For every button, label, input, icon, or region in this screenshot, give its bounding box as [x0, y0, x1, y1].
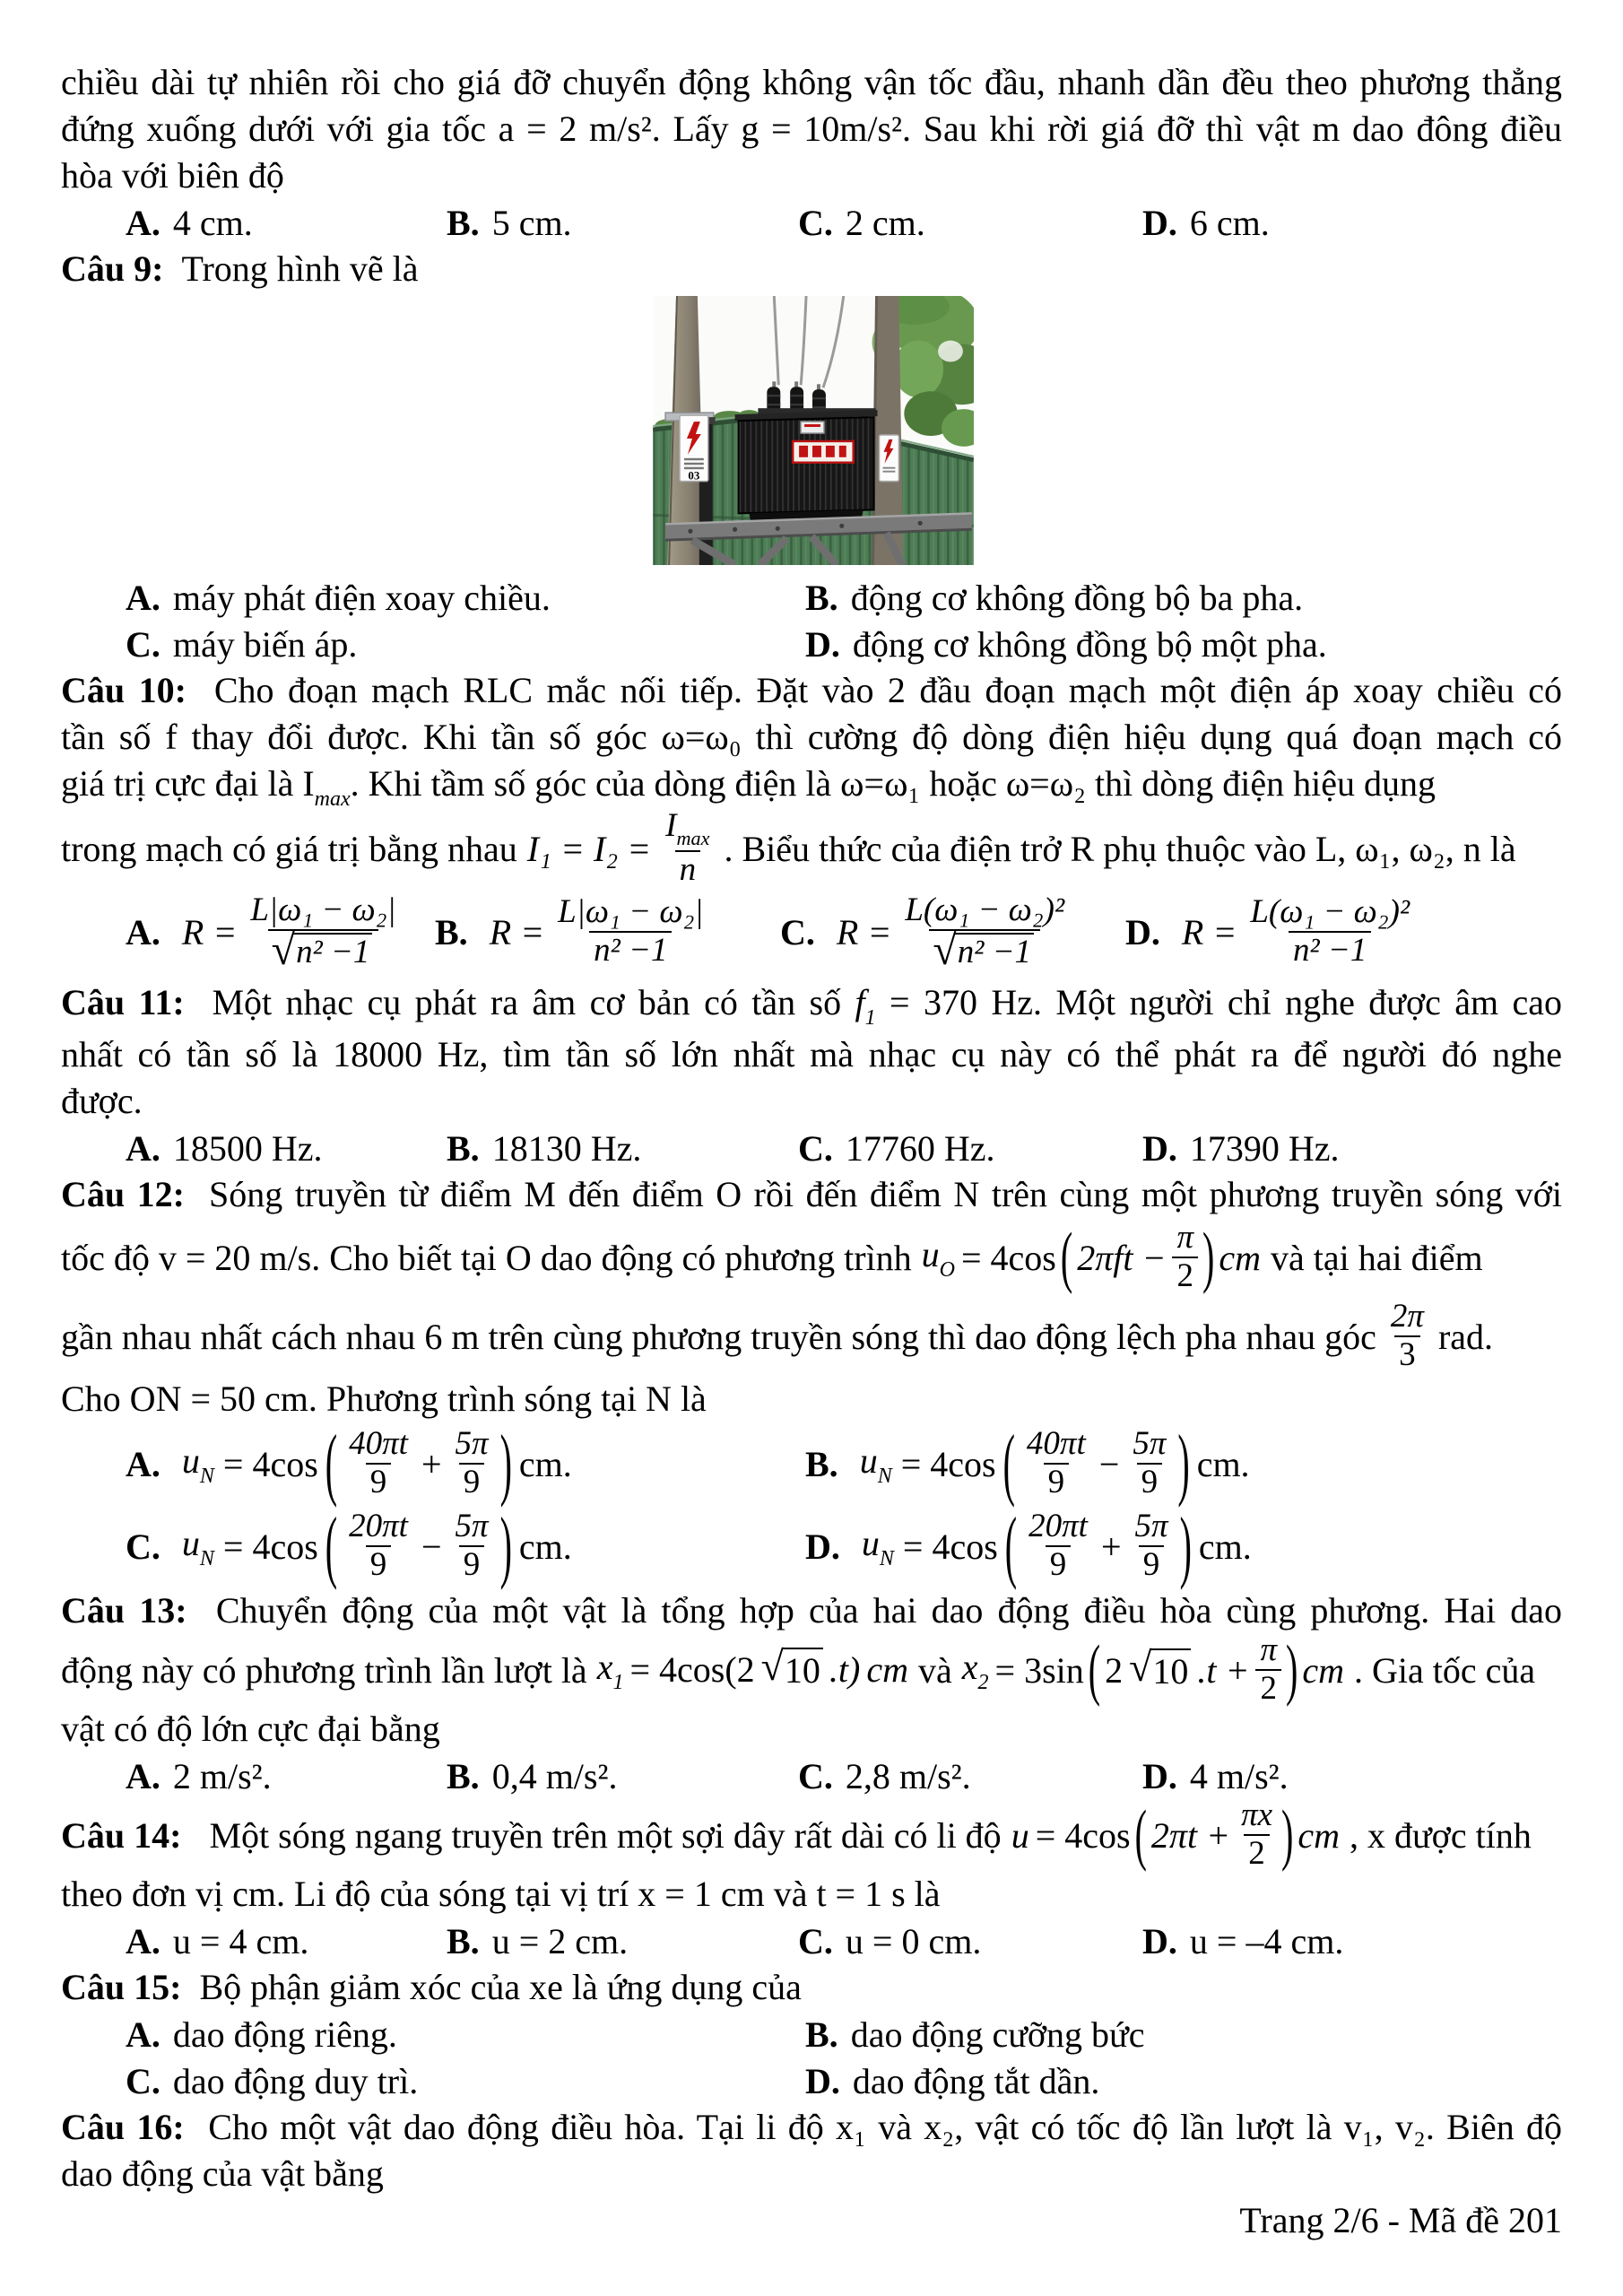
option-letter: B.: [435, 911, 468, 952]
q11-line-2: nhất có tần số là 18000 Hz, tìm tần số lớn nhất mà nhạc cụ này có thể phát ra để người đó nghe: [61, 1034, 1562, 1074]
right-paren: ): [499, 1500, 512, 1591]
lhs: R =: [836, 911, 892, 952]
q14-line-2: theo đơn vị cm. Li độ của sóng tại vị trí x = 1 cm và t = 1 s là: [61, 1874, 941, 1914]
option-a: [126, 1920, 447, 1962]
left-paren: (: [1060, 1218, 1073, 1295]
option-d: [1142, 202, 1562, 244]
option-letter: B.: [805, 2013, 838, 2055]
option-d: [1125, 894, 1562, 969]
option-letter: B.: [447, 1127, 480, 1169]
q10-text-3a: giá trị cực đại là I: [61, 763, 315, 804]
option-a: [126, 577, 805, 619]
option-b: [447, 202, 798, 244]
option-letter: A.: [126, 1755, 161, 1796]
option-letter: A.: [126, 1920, 161, 1961]
option-text: 2 m/s².: [172, 1755, 272, 1796]
transformer-body: [735, 410, 878, 533]
option-letter: D.: [805, 623, 840, 665]
q14-line-1: [61, 1796, 1562, 1873]
option-letter: D.: [805, 2060, 840, 2101]
left-paren: (: [325, 1500, 338, 1591]
q12-text-3b: rad.: [1437, 1316, 1494, 1357]
q13-mid: và: [917, 1649, 952, 1691]
left-paren: (: [1134, 1796, 1147, 1873]
option-text: 18500 Hz.: [172, 1127, 323, 1169]
option-text: dao động cưỡng bức: [850, 2013, 1145, 2055]
option-a: [126, 2013, 805, 2056]
q13-line-2: [61, 1631, 1562, 1708]
right-paren: ): [1281, 1796, 1294, 1873]
option-text: 2 cm.: [845, 202, 925, 243]
left-paren: (: [325, 1417, 338, 1509]
option-text: u = 2 cm.: [491, 1920, 629, 1961]
option-letter: A.: [126, 577, 161, 618]
option-text: u = 0 cm.: [845, 1920, 982, 1961]
option-text: 4 m/s².: [1189, 1755, 1289, 1796]
option-letter: D.: [805, 1526, 840, 1567]
option-text: dao động riêng.: [172, 2013, 397, 2055]
option-text: 17390 Hz.: [1189, 1127, 1340, 1169]
imax-subscript: max: [314, 787, 351, 811]
page-footer: Trang 2/6 - Mã đề 201: [1239, 2200, 1562, 2240]
formula-fraction: L(ω₁ − ω₂)² √ n² −1: [905, 891, 1065, 974]
option-letter: D.: [1142, 1755, 1177, 1796]
option-text: u = 4 cm.: [172, 1920, 309, 1961]
intro-line-1: chiều dài tự nhiên rồi cho giá đỡ chuyển động không vận tốc đầu, nhanh dần đều theo phương thẳng: [61, 62, 1562, 102]
q10-label: Câu 10:: [61, 670, 187, 710]
option-text: 17760 Hz.: [845, 1127, 995, 1169]
option-letter: C.: [798, 1920, 833, 1961]
q13-text-1: Chuyển động của một vật là tổng hợp của hai dao động điều hòa cùng phương. Hai dao: [215, 1590, 1563, 1631]
q15-stem: [61, 1964, 1562, 2011]
q10-line-2: tần số f thay đổi được. Khi tần số góc ω=ω₀ thì cường độ dòng điện hiệu dụng quá đoạn mạch có: [61, 717, 1562, 757]
option-c: [798, 202, 1142, 244]
q14-label: Câu 14:: [61, 1814, 182, 1856]
option-letter: A.: [126, 1443, 161, 1484]
oscillation-x2-formula: $x_2$ = 3sin ( 2 √ 10 .t + $\frac{\pi}{2}$ ) cm: [961, 1631, 1344, 1708]
left-paren: (: [1088, 1631, 1101, 1708]
q15-options-row-2: [61, 2057, 1562, 2104]
right-paren: ): [1177, 1417, 1190, 1509]
q9-options-row-1: [61, 574, 1562, 621]
q13-label: Câu 13:: [61, 1590, 187, 1631]
sign-number: 03: [688, 468, 700, 483]
option-letter: A.: [126, 1127, 161, 1169]
q10-text-4b: . Biểu thức của điện trở R phụ thuộc vào L, ω₁, ω₂, n là: [724, 828, 1516, 869]
option-letter: D.: [1142, 1920, 1177, 1961]
option-letter: D.: [1142, 202, 1177, 243]
option-d: D. $u_N$ = 4cos ( $\frac{20\pi t}{9}$ + $\frac{5\pi}{9}$ ) cm.: [805, 1500, 1252, 1591]
q11-options-row: [61, 1125, 1562, 1171]
wave-equation-O: $u_O$ = 4cos ( 2πft − $\frac{\pi}{2}$ ) cm: [921, 1218, 1261, 1295]
q12-line-4: Cho ON = 50 cm. Phương trình sóng tại N là: [61, 1378, 707, 1419]
warning-sign-left: [680, 415, 708, 483]
option-text: 2,8 m/s².: [845, 1755, 971, 1796]
option-d: [1142, 1755, 1562, 1797]
right-paren: ): [1179, 1500, 1192, 1591]
option-letter: D.: [1125, 911, 1160, 952]
q12-text-2b: và tại hai điểm: [1270, 1237, 1483, 1278]
q10-text-1: Cho đoạn mạch RLC mắc nối tiếp. Đặt vào 2 đầu đoạn mạch một điện áp xoay chiều có: [213, 670, 1563, 710]
option-a: [126, 202, 447, 244]
option-a: [126, 1755, 447, 1797]
option-letter: D.: [1142, 1127, 1177, 1169]
option-d: [1142, 1127, 1562, 1170]
q16-line-2: dao động của vật bằng: [61, 2153, 384, 2194]
intro-line-3: hòa với biên độ: [61, 155, 284, 196]
operator: −: [421, 1526, 442, 1567]
option-b: [447, 1127, 798, 1170]
q9-stem: [61, 246, 1562, 292]
q13-line-3: vật có độ lớn cực đại bằng: [61, 1709, 440, 1749]
option-text: động cơ không đồng bộ ba pha.: [850, 577, 1304, 618]
q10-line-1: [61, 667, 1562, 714]
option-letter: B.: [805, 577, 838, 618]
formula-fraction: $\frac{\text{L(ω₁ − ω₂)²}}{\text{n² −1}}$: [1250, 893, 1410, 969]
option-text: máy biến áp.: [172, 623, 358, 665]
right-paren: ): [499, 1417, 512, 1509]
lhs: R =: [1181, 911, 1237, 952]
transformer-photo: [653, 296, 974, 565]
intro-line-2: đứng xuống dưới với gia tốc a = 2 m/s². Lấy g = 10m/s². Sau khi rời giá đỡ thì vật m dao đông điều: [61, 109, 1562, 149]
option-a: A. $u_N$ = 4cos ( $\frac{40\pi t}{9}$ + $\frac{5\pi}{9}$ ) cm.: [126, 1417, 572, 1509]
warning-sign-right: [880, 435, 899, 482]
operator: +: [421, 1443, 442, 1484]
q13-line-1: [61, 1587, 1562, 1634]
formula-fraction: L|ω₁ − ω₂| √ n² −1: [250, 891, 396, 974]
right-paren: ): [1286, 1631, 1298, 1708]
option-letter: C.: [126, 623, 161, 665]
frequency-var: f: [855, 982, 865, 1022]
q11-label: Câu 11:: [61, 982, 185, 1022]
option-letter: A.: [126, 911, 161, 952]
q11-text-1b: = 370 Hz. Một người chỉ nghe được âm cao: [890, 982, 1563, 1022]
option-c: [798, 1755, 1142, 1797]
q9-label: Câu 9:: [61, 248, 164, 289]
option-a: [126, 891, 435, 974]
right-paren: ): [1202, 1218, 1215, 1295]
option-text: 4 cm.: [172, 202, 253, 243]
q9-text: Trong hình vẽ là: [181, 248, 419, 289]
option-text: dao động tắt dần.: [852, 2060, 1100, 2101]
q12-line-3: [61, 1297, 1562, 1376]
radical-icon: √: [760, 1643, 784, 1690]
q11-line-1: [61, 979, 1562, 1031]
q15-options-row-1: [61, 2011, 1562, 2057]
current-equality-formula: I₁ = I₂ =: [526, 828, 652, 869]
operator: −: [1098, 1443, 1120, 1484]
small-tag: [801, 422, 824, 433]
q10-line-4: [61, 807, 1562, 888]
q11-text-1a: Một nhạc cụ phát ra âm cơ bản có tần số: [212, 982, 842, 1022]
option-c: [126, 2060, 805, 2102]
option-text: 0,4 m/s².: [491, 1755, 618, 1796]
left-paren: (: [1004, 1500, 1018, 1591]
q9-options-row-2: [61, 621, 1562, 667]
option-b: [447, 1920, 798, 1962]
option-a: [126, 1127, 447, 1170]
option-c: [126, 623, 805, 665]
option-letter: C.: [780, 911, 815, 952]
option-letter: C.: [798, 202, 833, 243]
option-b: [435, 894, 780, 969]
q10-line-3: [61, 761, 1562, 813]
formula-fraction: $\frac{\text{L|ω₁ − ω₂|}}{\text{n² −1}}$: [558, 893, 704, 969]
imax-over-n-fraction: $\frac{I_{max}}{n}$: [665, 807, 710, 888]
q10-text-4a: trong mạch có giá trị bằng nhau: [61, 828, 517, 869]
q12-options-row-1: [61, 1417, 1562, 1509]
phase-fraction: $\frac{2\pi}{3}$: [1390, 1298, 1424, 1373]
option-b: [805, 2013, 1562, 2056]
q12-text-2a: tốc độ v = 20 m/s. Cho biết tại O dao động có phương trình: [61, 1237, 912, 1278]
option-c: [780, 891, 1125, 974]
q16-text-1: Cho một vật dao động điều hòa. Tại li độ x₁ và x₂, vật có tốc độ lần lượt là v₁, v₂. Biên độ: [208, 2107, 1562, 2147]
option-text: u = –4 cm.: [1189, 1920, 1344, 1961]
q16-label: Câu 16:: [61, 2107, 185, 2147]
option-letter: B.: [805, 1443, 838, 1484]
q13-text-2a: động này có phương trình lần lượt là: [61, 1649, 587, 1691]
transformer-photo-figure: [653, 296, 974, 565]
q12-options-row-2: [61, 1500, 1562, 1591]
q14-text-1b: , x được tính: [1350, 1814, 1532, 1856]
q15-text: Bộ phận giảm xóc của xe là ứng dụng của: [199, 1967, 802, 2007]
q12-text-1: Sóng truyền từ điểm M đến điểm O rồi đến điểm N trên cùng một phương truyền sóng với: [209, 1174, 1563, 1214]
option-b: [805, 577, 1562, 619]
lhs: R =: [489, 911, 545, 952]
option-letter: B.: [447, 1920, 480, 1961]
option-text: động cơ không đồng bộ một pha.: [852, 623, 1327, 665]
option-b: [447, 1755, 798, 1797]
transformer-nameplate: [793, 441, 854, 463]
radical-icon: √: [933, 926, 957, 974]
radical-icon: √: [1129, 1643, 1152, 1690]
option-d: [805, 2060, 1562, 2102]
option-text: máy phát điện xoay chiều.: [172, 577, 551, 618]
q10-options-row: [61, 884, 1562, 979]
q15-label: Câu 15:: [61, 1967, 182, 2007]
operator: +: [1100, 1526, 1122, 1567]
q12-label: Câu 12:: [61, 1174, 185, 1214]
option-letter: A.: [126, 202, 161, 243]
radical-icon: √: [271, 926, 296, 974]
q12-text-3a: gần nhau nhất cách nhau 6 m trên cùng phương truyền sóng thì dao động lệch pha nhau góc: [61, 1316, 1376, 1357]
option-letter: C.: [798, 1127, 833, 1169]
option-text: 6 cm.: [1189, 202, 1270, 243]
option-b: B. $u_N$ = 4cos ( $\frac{40\pi t}{9}$ − $\frac{5\pi}{9}$ ) cm.: [805, 1417, 1250, 1509]
option-text: 5 cm.: [491, 202, 572, 243]
option-letter: A.: [126, 2013, 161, 2055]
q12-line-2: [61, 1218, 1562, 1297]
option-letter: C.: [126, 2060, 161, 2101]
option-c: C. $u_N$ = 4cos ( $\frac{20\pi t}{9}$ − $\frac{5\pi}{9}$ ) cm.: [126, 1500, 572, 1591]
q12-line-1: [61, 1171, 1562, 1218]
option-letter: C.: [126, 1526, 161, 1567]
left-paren: (: [1002, 1417, 1015, 1509]
option-text: 18130 Hz.: [491, 1127, 642, 1169]
option-letter: B.: [447, 202, 480, 243]
q11-line-3: được.: [61, 1081, 143, 1121]
option-d: [1142, 1920, 1562, 1962]
q10-text-3b: . Khi tầm số góc của dòng điện là ω=ω₁ hoặc ω=ω₂ thì dòng điện hiệu dụng: [350, 763, 1436, 804]
wave-displacement-formula: u = 4cos ( 2πt + $\frac{\pi x}{2}$ ) cm: [1011, 1796, 1340, 1873]
option-letter: B.: [447, 1755, 480, 1796]
q13-text-2b: . Gia tốc của: [1353, 1649, 1536, 1691]
option-c: [798, 1920, 1142, 1962]
option-text: dao động duy trì.: [172, 2060, 419, 2101]
option-letter: C.: [798, 1755, 833, 1796]
q13-options-row: [61, 1752, 1562, 1799]
frequency-sub: 1: [864, 1005, 876, 1030]
oscillation-x1-formula: $x_1$ = 4cos(2 √ 10 .t) cm: [596, 1643, 908, 1694]
option-c: [798, 1127, 1142, 1170]
q16-line-1: [61, 2104, 1562, 2151]
q14-options-row: [61, 1918, 1562, 1964]
intro-options-row: [61, 199, 1562, 246]
q14-text-1a: Một sóng ngang truyền trên một sợi dây rất dài có li độ: [209, 1814, 1002, 1856]
option-d: [805, 623, 1562, 665]
lhs: R =: [181, 911, 238, 952]
